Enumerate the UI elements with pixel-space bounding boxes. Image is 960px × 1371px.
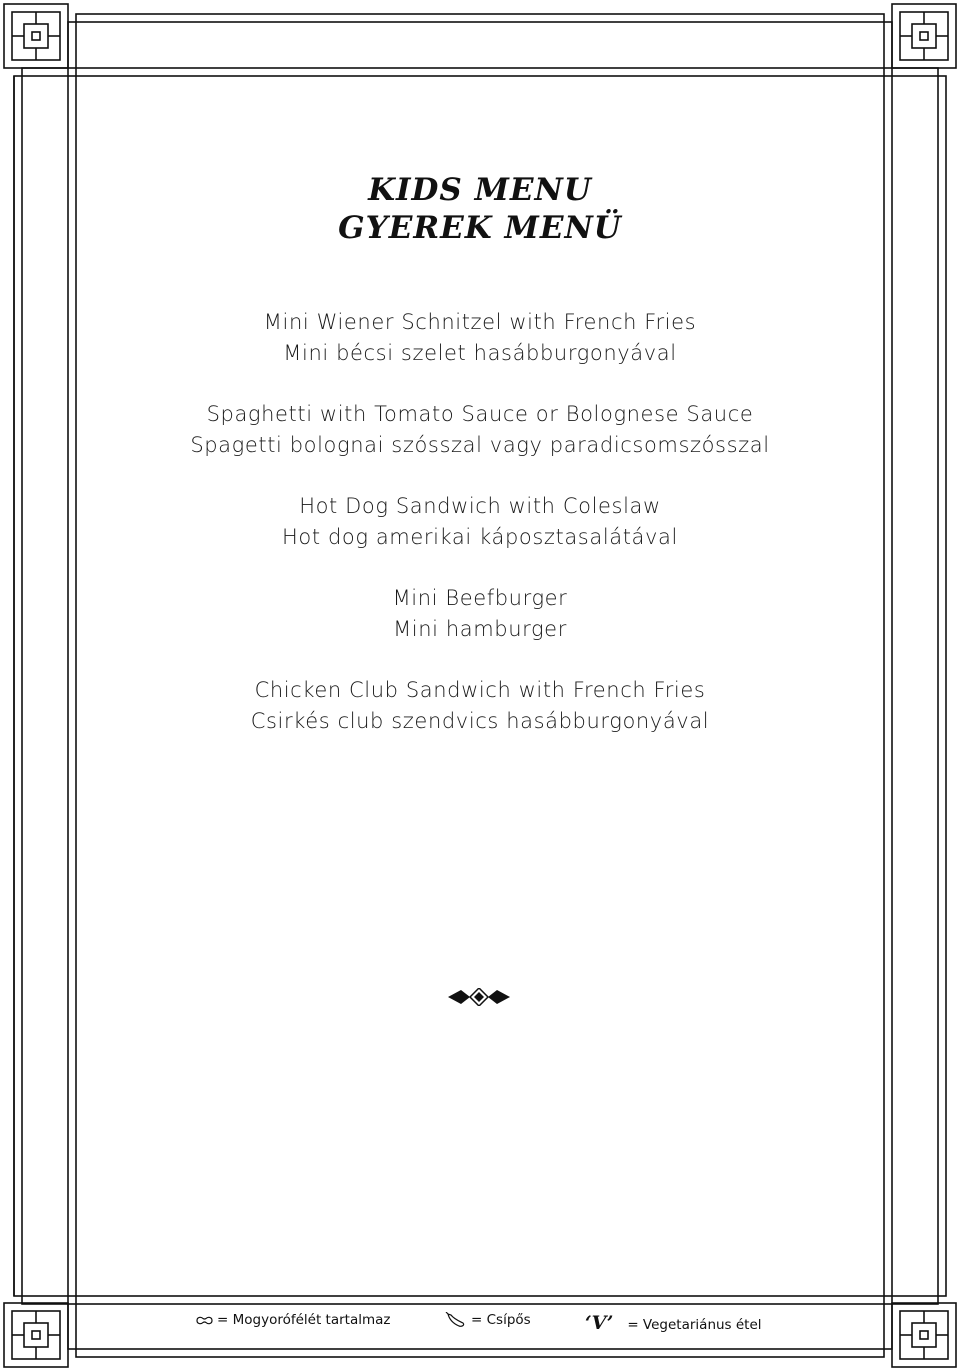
menu-item — [0, 583, 960, 645]
menu-item-name-english: Mini Beefburger — [392, 586, 568, 610]
menu-item — [0, 399, 960, 461]
menu-item-name-hungarian: Mini hamburger — [393, 617, 567, 641]
legend-nuts-text: = Mogyorófélét tartalmaz — [217, 1312, 391, 1328]
menu-item-name-english: Mini Wiener Schnitzel with French Fries — [263, 310, 697, 334]
legend-vegetarian-text: = Vegetariánus étel — [627, 1317, 762, 1333]
chili-pepper-icon — [445, 1312, 467, 1328]
menu-title-english: KIDS MENU — [368, 172, 592, 208]
menu-item-name-hungarian: Spagetti bolognai szósszal vagy paradicsomszósszal — [190, 433, 770, 457]
menu-item-name-english: Spaghetti with Tomato Sauce or Bolognese Sauce — [206, 402, 754, 426]
menu-item-name-hungarian: Hot dog amerikai káposztasalátával — [282, 525, 678, 549]
legend-vegetarian — [585, 1312, 762, 1334]
legend-spicy-text: = Csípős — [471, 1312, 531, 1328]
menu-item-name-hungarian: Mini bécsi szelet hasábburgonyával — [283, 341, 677, 365]
menu-item — [0, 675, 960, 737]
vegetarian-mark: ‘V’ — [585, 1312, 614, 1334]
peanut-icon — [195, 1315, 213, 1326]
menu-title-hungarian: GYEREK MENÜ — [338, 210, 622, 246]
menu-item — [0, 307, 960, 369]
menu-item-list — [0, 307, 960, 767]
legend — [195, 1308, 795, 1336]
legend-spicy — [445, 1312, 531, 1328]
menu-item-name-english: Hot Dog Sandwich with Coleslaw — [299, 494, 661, 518]
menu-item-name-english: Chicken Club Sandwich with French Fries — [254, 678, 706, 702]
legend-nuts — [195, 1312, 390, 1328]
menu-item-name-hungarian: Csirkés club szendvics hasábburgonyával — [250, 709, 710, 733]
diamond-ornament-icon — [448, 988, 510, 1006]
menu-item — [0, 491, 960, 553]
